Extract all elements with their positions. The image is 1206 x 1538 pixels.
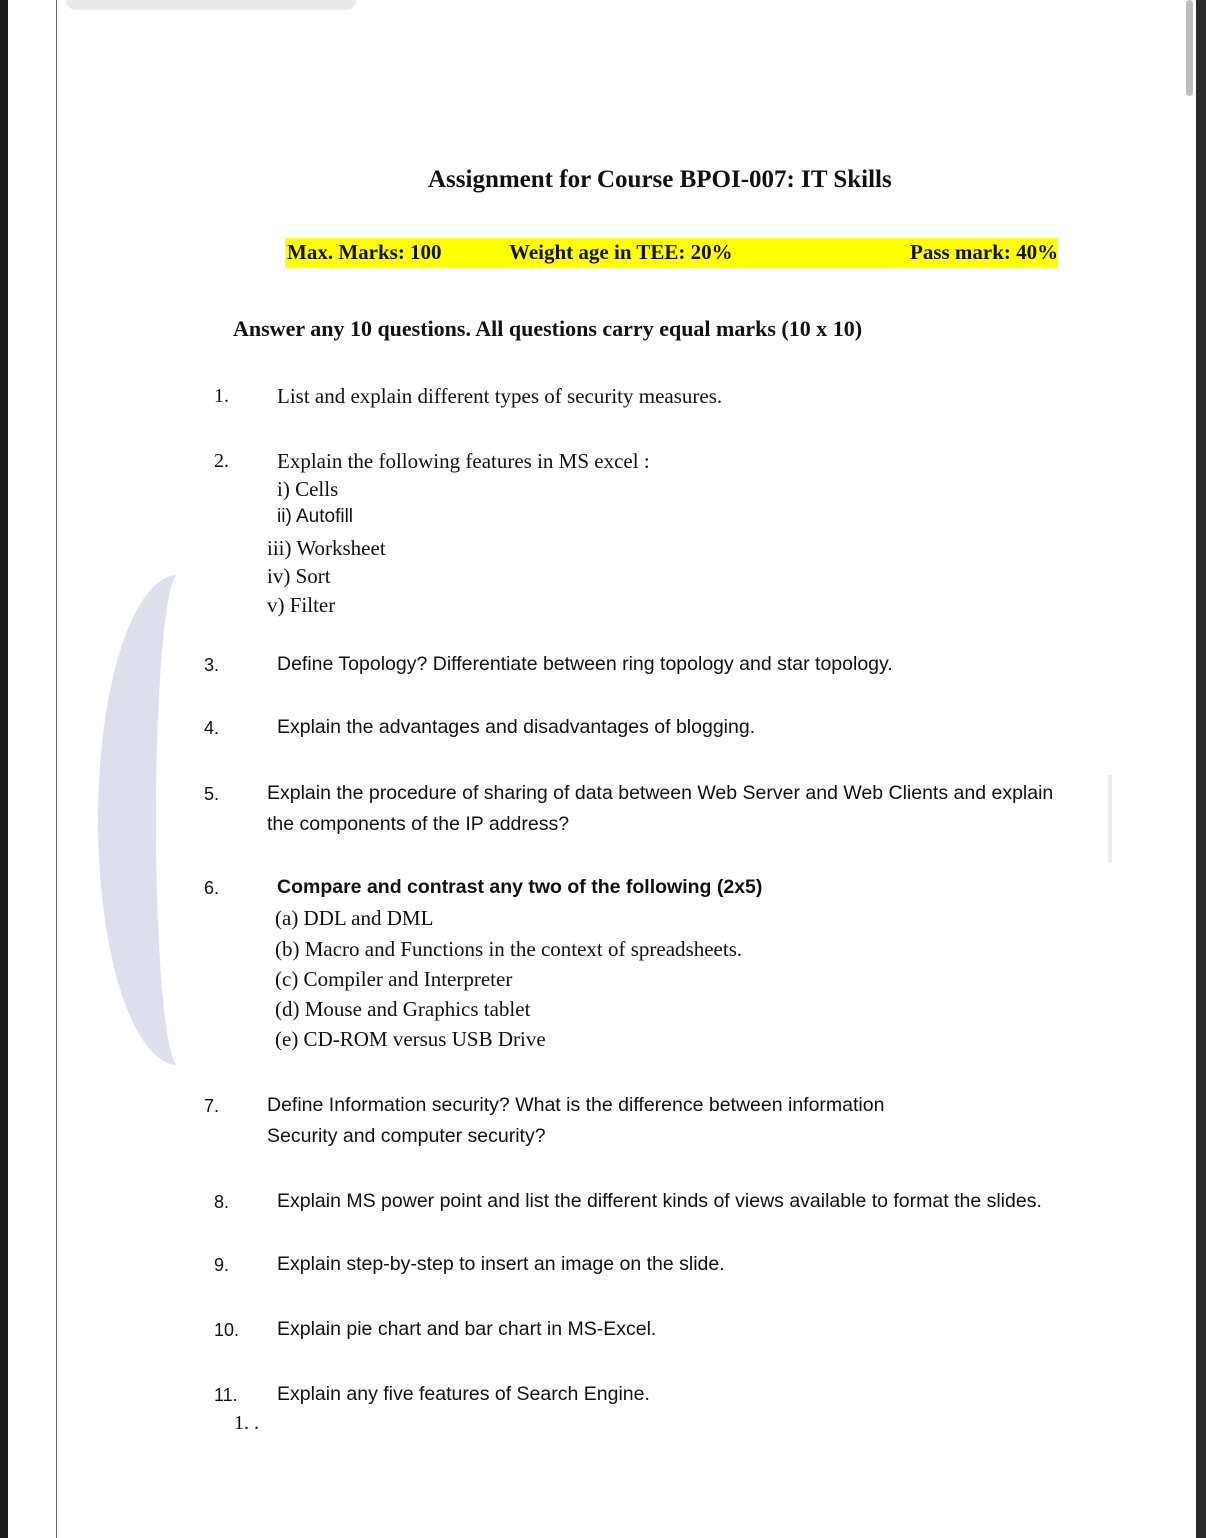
question-number: 9. bbox=[214, 1255, 230, 1275]
max-marks: Max. Marks: 100 bbox=[287, 240, 442, 264]
list-item: i) Cells bbox=[277, 477, 339, 501]
document-title: Assignment for Course BPOI-007: IT Skills bbox=[428, 166, 892, 193]
trailing-list-marker: 1. . bbox=[234, 1412, 259, 1434]
pass-mark: Pass mark: 40% bbox=[910, 240, 1059, 264]
list-item: iii) Worksheet bbox=[267, 536, 386, 560]
list-item: iv) Sort bbox=[267, 564, 331, 588]
list-item: (d) Mouse and Graphics tablet bbox=[275, 997, 531, 1021]
question-text: Compare and contrast any two of the following (2x5) bbox=[277, 876, 763, 898]
list-item: ii) Autofill bbox=[277, 506, 354, 527]
question-number: 7. bbox=[204, 1096, 220, 1116]
document-page[interactable] bbox=[8, 0, 1196, 1538]
question-text: Define Topology? Differentiate between ring topology and star topology. bbox=[277, 653, 893, 675]
question-number: 8. bbox=[214, 1192, 230, 1212]
question-text-line: Explain the procedure of sharing of data between Web Server and Web Clients and explain bbox=[267, 782, 1054, 804]
question-text: List and explain different types of security measures. bbox=[277, 384, 723, 408]
question-number: 10. bbox=[214, 1320, 240, 1340]
list-item: v) Filter bbox=[267, 593, 336, 617]
scrollbar-thumb[interactable] bbox=[1186, 0, 1193, 96]
watermark-logo bbox=[98, 575, 258, 1065]
weightage: Weight age in TEE: 20% bbox=[509, 240, 733, 264]
list-item: (e) CD-ROM versus USB Drive bbox=[275, 1027, 546, 1051]
question-text: Explain step-by-step to insert an image on the slide. bbox=[277, 1253, 725, 1275]
question-number: 5. bbox=[204, 784, 220, 804]
list-item: (a) DDL and DML bbox=[275, 906, 434, 930]
instruction-text: Answer any 10 questions. All questions carry equal marks (10 x 10) bbox=[233, 316, 863, 341]
question-number: 11. bbox=[214, 1385, 238, 1405]
list-item: (b) Macro and Functions in the context of spreadsheets. bbox=[275, 937, 743, 961]
question-text: Explain any five features of Search Engine. bbox=[277, 1383, 650, 1405]
question-text-line: Security and computer security? bbox=[267, 1125, 546, 1147]
question-number: 6. bbox=[204, 878, 220, 898]
question-text: Explain pie chart and bar chart in MS-Excel. bbox=[277, 1318, 657, 1340]
viewer-edge bbox=[1196, 0, 1206, 1538]
question-text-line: Define Information security? What is the difference between information bbox=[267, 1094, 885, 1116]
question-number: 2. bbox=[214, 450, 229, 472]
question-text-line: the components of the IP address? bbox=[267, 813, 570, 835]
question-number: 1. bbox=[214, 385, 229, 407]
marks-highlight-bar bbox=[285, 238, 1058, 268]
question-text: Explain the advantages and disadvantages of blogging. bbox=[277, 716, 756, 738]
question-number: 3. bbox=[204, 655, 220, 675]
watermark-mark bbox=[1108, 775, 1112, 863]
viewer-top-tab bbox=[66, 0, 356, 10]
question-text: Explain MS power point and list the different kinds of views available to format the slides. bbox=[277, 1190, 1042, 1212]
question-text: Explain the following features in MS excel : bbox=[277, 449, 650, 473]
list-item: (c) Compiler and Interpreter bbox=[275, 967, 513, 991]
question-number: 4. bbox=[204, 718, 220, 738]
